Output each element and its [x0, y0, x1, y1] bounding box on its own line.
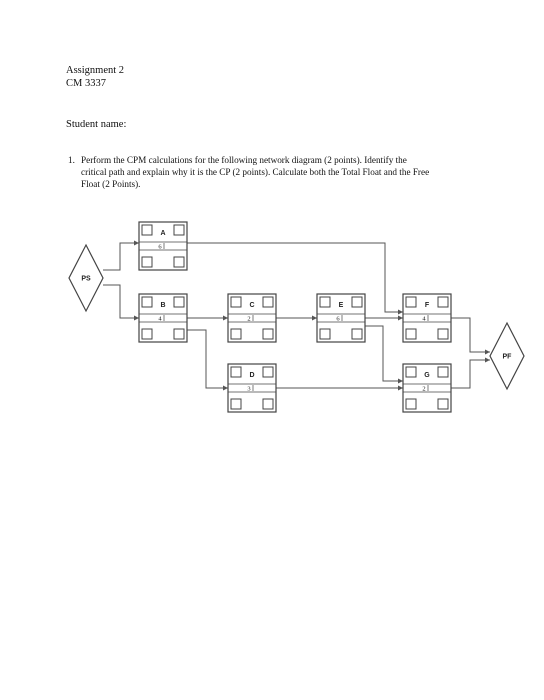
link-a-f [187, 243, 403, 312]
activity-label: F [424, 302, 430, 309]
link-ps-b [103, 285, 139, 318]
activity-node-e [317, 294, 365, 342]
question-number: 1. [68, 155, 75, 165]
project-start-node [69, 245, 103, 311]
activity-duration: 6 [336, 315, 340, 323]
course-code: CM 3337 [66, 78, 106, 89]
link-b-d [187, 330, 228, 388]
activity-label: E [338, 302, 344, 309]
activity-node-c [228, 294, 276, 342]
link-g-pf [451, 360, 490, 388]
activity-label: B [160, 302, 166, 309]
activity-node-a [139, 222, 187, 270]
activity-duration: 2 [422, 385, 426, 393]
link-e-g [365, 326, 403, 381]
link-f-pf [451, 318, 490, 352]
question-line-2: critical path and explain why it is the CP (2 points). Calculate both the Total Float and the Free [81, 167, 430, 177]
question-line-1: Perform the CPM calculations for the following network diagram (2 points). Identify the [81, 155, 407, 165]
activity-duration: 4 [158, 315, 162, 323]
activity-duration: 2 [247, 315, 251, 323]
assignment-title: Assignment 2 [66, 65, 125, 76]
activity-duration: 6 [158, 243, 162, 251]
activity-node-d [228, 364, 276, 412]
terminal-label: PF [502, 353, 512, 361]
activity-label: D [249, 372, 255, 379]
activity-label: A [160, 230, 166, 237]
activity-duration: 3 [247, 385, 251, 393]
nodes-layer [69, 222, 524, 412]
activity-node-f [403, 294, 451, 342]
activity-label: C [249, 302, 255, 309]
terminal-label: PS [81, 275, 91, 283]
project-finish-node [490, 323, 524, 389]
link-ps-a [103, 243, 139, 270]
activity-duration: 4 [422, 315, 426, 323]
question-line-3: Float (2 Points). [81, 179, 141, 189]
student-name-label: Student name: [66, 119, 127, 130]
activity-node-b [139, 294, 187, 342]
activity-label: G [424, 372, 430, 379]
activity-node-g [403, 364, 451, 412]
